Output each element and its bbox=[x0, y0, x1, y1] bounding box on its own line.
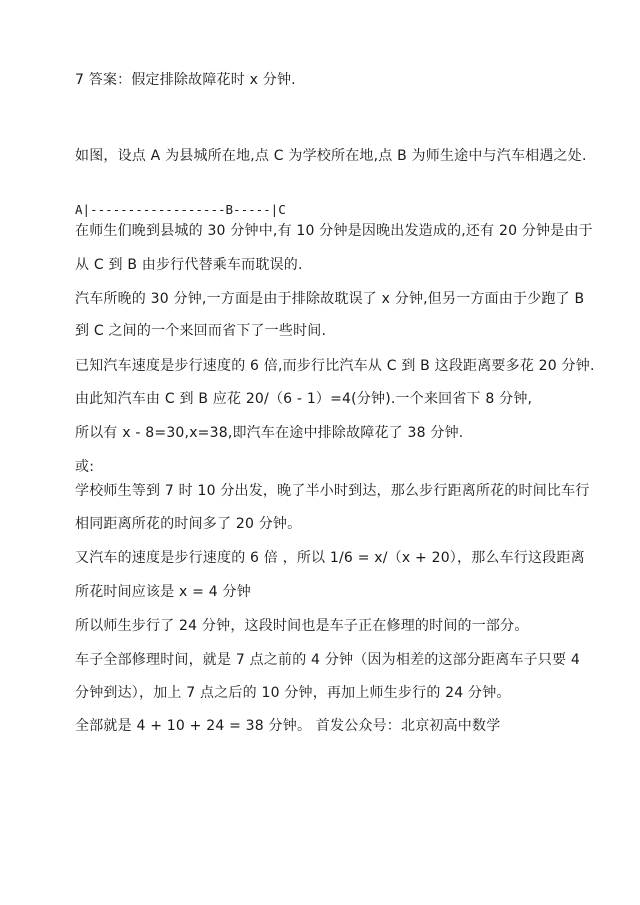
method2-line: 相同距离所花的时间多了 20 分钟。 bbox=[75, 516, 302, 532]
method1-line: 由此知汽车由 C 到 B 应花 20/（6 - 1）=4(分钟).一个来回省下 8 分钟, bbox=[75, 391, 533, 407]
method1-line: 汽车所晚的 30 分钟,一方面是由于排除故耽误了 x 分钟,但另一方面由于少跑了 B bbox=[75, 291, 585, 307]
method2-line: 所以师生步行了 24 分钟，这段时间也是车子正在修理的时间的一部分。 bbox=[75, 618, 529, 634]
method2-line: 学校师生等到 7 时 10 分出发，晚了半小时到达，那么步行距离所花的时间比车行 bbox=[75, 483, 590, 499]
method1-line: 到 C 之间的一个来回而省下了一些时间. bbox=[75, 323, 327, 339]
method2-line: 全部就是 4 + 10 + 24 = 38 分钟。 首发公众号：北京初高中数学 bbox=[75, 718, 501, 734]
method2-line: 所花时间应该是 x = 4 分钟 bbox=[75, 584, 251, 600]
method1-line: 所以有 x - 8=30,x=38,即汽车在途中排除故障花了 38 分钟. bbox=[75, 425, 464, 441]
or-label: 或: bbox=[75, 459, 95, 475]
method2-line: 分钟到达），加上 7 点之后的 10 分钟，再加上师生步行的 24 分钟。 bbox=[75, 685, 511, 701]
answer-heading: 7 答案：假定排除故障花时 x 分钟. bbox=[75, 72, 296, 88]
method2-line: 又汽车的速度是步行速度的 6 倍 ，所以 1/6 = x/（x + 20），那么车行这段距离 bbox=[75, 550, 585, 566]
method1-line: 在师生们晚到县城的 30 分钟中,有 10 分钟是因晚出发造成的,还有 20 分钟是由于 bbox=[75, 223, 593, 239]
distance-diagram-line: A|------------------B-----|C bbox=[75, 202, 286, 217]
method1-line: 从 C 到 B 由步行代替乘车而耽误的. bbox=[75, 257, 303, 273]
method2-line: 车子全部修理时间，就是 7 点之前的 4 分钟（因为相差的这部分距离车子只要 4 bbox=[75, 652, 580, 668]
intro-paragraph: 如图，设点 A 为县城所在地,点 C 为学校所在地,点 B 为师生途中与汽车相遇之处. bbox=[75, 148, 587, 164]
method1-line: 已知汽车速度是步行速度的 6 倍,而步行比汽车从 C 到 B 这段距离要多花 20 分钟. bbox=[75, 358, 595, 374]
